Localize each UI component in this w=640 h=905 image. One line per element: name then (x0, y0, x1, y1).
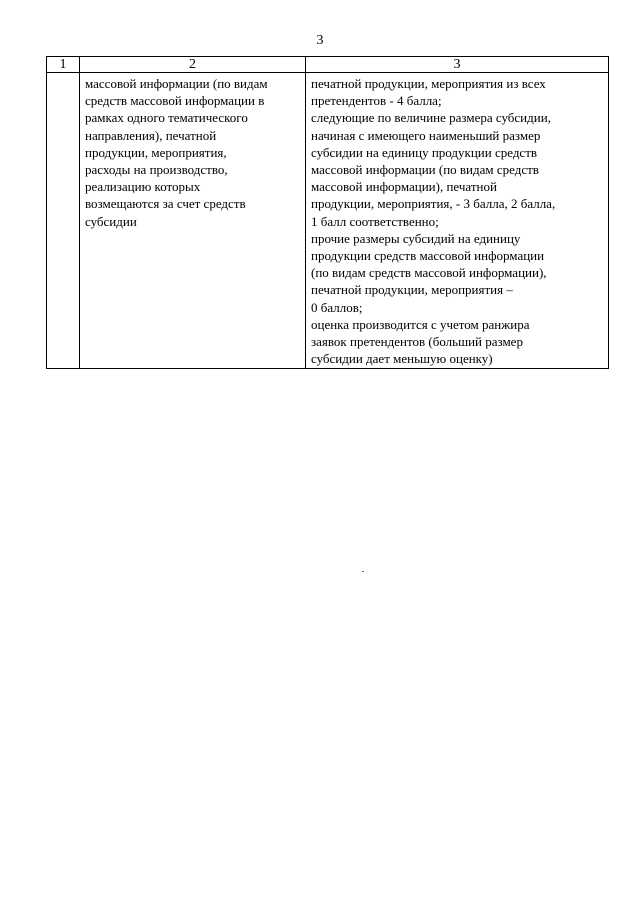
text-line: массовой информации), печатной (311, 179, 497, 195)
header-row (47, 57, 609, 73)
text-line: возмещаются за счет средств (85, 196, 246, 212)
text-line: направления), печатной (85, 127, 217, 143)
text-line: печатной продукции, мероприятия из всех (311, 76, 546, 91)
column-header-2: 2 (80, 57, 306, 73)
page-number: 3 (316, 33, 324, 48)
text-line: 0 баллов; (311, 299, 363, 315)
column-header-1: 1 (47, 57, 80, 73)
cell-col2-text (80, 73, 305, 231)
text-line: расходы на производство, (85, 162, 228, 178)
text-line: начиная с имеющего наименьший размер (311, 127, 541, 143)
table-cell-col3 (306, 73, 609, 369)
text-line: следующие по величине размера субсидии, (311, 110, 551, 126)
table-row (47, 73, 609, 369)
table-cell-col2 (80, 73, 306, 369)
table-cell-col1 (47, 73, 80, 369)
text-line: средств массовой информации в (85, 93, 265, 109)
text-line: массовой информации (по видам (85, 76, 268, 91)
text-line: продукции, мероприятия, - 3 балла, 2 балла, (311, 196, 556, 212)
text-line: печатной продукции, мероприятия – (311, 282, 513, 298)
text-line: рамках одного тематического (85, 110, 248, 126)
text-line: субсидии на единицу продукции средств (311, 144, 538, 160)
text-line: претендентов - 4 балла; (311, 93, 442, 109)
text-line: массовой информации (по видам средств (311, 162, 539, 178)
cell-col1-text (47, 73, 79, 76)
text-line: 1 балл соответственно; (311, 213, 439, 229)
column-header-3: 3 (306, 57, 609, 73)
text-line: реализацию которых (85, 179, 201, 195)
text-line: прочие размеры субсидий на единицу (311, 230, 521, 246)
text-line: субсидии дает меньшую оценку) (311, 351, 493, 367)
text-line: продукции, мероприятия, (85, 144, 227, 160)
text-line: оценка производится с учетом ранжира (311, 316, 530, 332)
text-line: заявок претендентов (больший размер (311, 334, 523, 350)
text-line: субсидии (85, 213, 137, 229)
scan-artifact-dot (362, 571, 364, 572)
text-line: продукции средств массовой информации (311, 248, 545, 264)
cell-col3-text (306, 73, 608, 368)
text-line: (по видам средств массовой информации), (311, 265, 547, 281)
criteria-table (46, 56, 609, 369)
